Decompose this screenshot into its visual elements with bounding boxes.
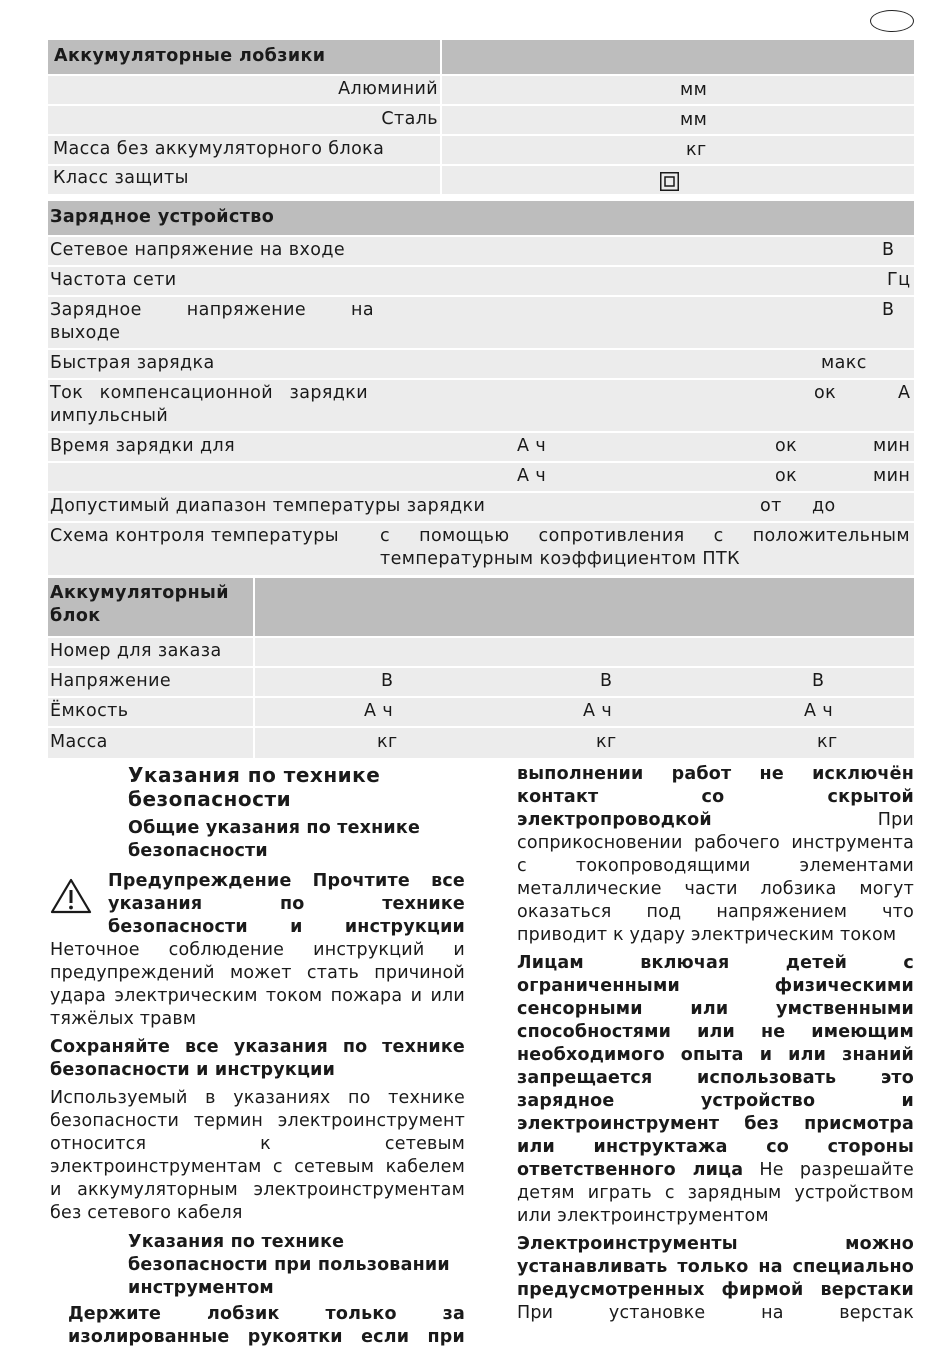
row-label: Схема контроля температуры [50,526,339,546]
row-label: Сталь [381,109,438,129]
row-capacity: А ч [517,466,547,486]
workbench-text: При установке на верстак [517,1303,914,1323]
row-value: В [812,671,825,691]
class-ii-double-square-icon [660,172,679,196]
row-label: Номер для заказа [50,641,222,661]
row-label: Время зарядки для [50,436,236,456]
table-row [48,136,914,166]
row-label: Алюминий [338,79,438,99]
row-label: Ёмкость [50,701,129,721]
jigsaw-specs-table [48,40,914,196]
charger-specs-table [48,201,914,577]
table-row [48,463,914,493]
table-row [48,166,914,196]
table-row [48,380,914,433]
row-unit: мм [680,110,708,130]
row-capacity: А ч [517,436,547,456]
general-safety-subheading: Общие указания по технике безопасности [128,818,421,861]
table-row [48,350,914,380]
language-badge [870,10,914,32]
row-to: до [812,496,836,516]
table-row [48,433,914,463]
row-value: А ч [804,701,834,721]
warning-block [50,870,465,939]
safety-heading: Указания по технике безопасности [128,763,381,811]
battery-specs-table [48,578,914,760]
battery-table-title: блок [50,606,101,626]
row-unit: мин [873,466,911,486]
row-value: кг [596,732,617,752]
row-unit: кг [686,140,707,160]
right-text-column [517,763,914,1325]
row-label: Сетевое напряжение на входе [50,240,345,260]
table-row [48,728,914,760]
warning-triangle-icon [50,878,92,921]
hold-handles-text: Держите лобзик только за изолированные рукоятки если при [68,1304,465,1347]
table-row [48,668,914,698]
table-row [48,76,914,106]
row-value: А ч [583,701,613,721]
row-unit: А [898,383,911,403]
battery-table-title: Аккумуляторный [50,583,229,603]
hidden-wiring-bold: выполнении работ не исключён контакт со скрытой электропроводкой [517,764,914,830]
row-value: кг [817,732,838,752]
row-approx: ок [814,383,837,403]
row-label: Допустимый диапазон температуры зарядки [50,496,486,516]
jigsaw-table-title: Аккумуляторные лобзики [54,46,326,66]
table-row [48,237,914,267]
row-label: импульсный [50,406,169,426]
workbench-bold: Электроинструменты можно устанавливать только на специально предусмотренных фирмой верстаки [517,1234,914,1300]
row-value: температурным коэффициентом ПТК [380,549,740,569]
table-row [48,638,914,668]
persons-paragraph [517,952,914,1228]
warning-bold-text [108,870,465,939]
row-unit: мин [873,436,911,456]
row-approx: ок [775,466,798,486]
row-unit: В [882,240,895,260]
row-label: Класс защиты [53,168,189,188]
row-value: кг [377,732,398,752]
row-unit: мм [680,80,708,100]
workbench-paragraph [517,1233,914,1325]
persons-bold: Лицам включая детей с ограниченными физическими сенсорными или умственными способностями или не имеющим необходимого опыта и или знаний запрещается использовать это зарядное устройство и электроинструмент без присмотра или инструктажа со стороны ответственного лица [517,953,914,1180]
row-label: Масса без аккумуляторного блока [53,139,385,159]
term-definition-text: Используемый в указаниях по технике безопасности термин электроинструмент относится к сетевым электроинструментам с сетевым кабелем и аккумуляторным электроинструментам без сетевого кабеля [50,1088,465,1223]
hidden-wiring-paragraph [517,763,914,947]
keep-instructions-text: Сохраняйте все указания по технике безопасности и инструкции [50,1037,465,1080]
hidden-wiring-text: При соприкосновении рабочего инструмента с токопроводящими элементами металлические части лобзика могут оказаться под напряжением что приводит к удару электрическим током [517,810,914,945]
row-label: Ток компенсационной зарядки [50,383,368,403]
row-value: с помощью сопротивления с положительным [380,526,910,546]
battery-table-header [48,578,914,638]
table-row [48,267,914,297]
row-label: Частота сети [50,270,177,290]
charger-table-title: Зарядное устройство [50,207,275,227]
charger-table-header [48,201,914,237]
row-unit: В [882,300,895,320]
table-row [48,493,914,523]
row-value: В [600,671,613,691]
table-row [48,106,914,136]
table-row [48,698,914,728]
table-row [48,297,914,350]
tool-safety-subheading: Указания по технике безопасности при пользовании инструментом [128,1232,450,1298]
row-value: А ч [364,701,394,721]
row-unit: макс [821,353,867,373]
row-approx: ок [775,436,798,456]
row-value: В [381,671,394,691]
row-label: Масса [50,732,108,752]
row-label: Напряжение [50,671,172,691]
persons-text: Не разрешайте детям играть с зарядным устройством или электроинструментом [517,1160,914,1226]
jigsaw-table-header [48,40,914,76]
warning-bold-span: Предупреждение Прочтите все указания по технике безопасности и инструкции [108,871,465,937]
warning-text: Неточное соблюдение инструкций и предупреждений может стать причиной удара электрическим током пожара и или тяжёлых травм [50,940,465,1029]
row-label: Быстрая зарядка [50,353,215,373]
row-unit: Гц [887,270,911,290]
table-row [48,523,914,577]
left-text-column [50,763,465,1349]
row-label: выходе [50,323,121,343]
row-from: от [760,496,782,516]
row-label: Зарядное напряжение на [50,300,374,320]
